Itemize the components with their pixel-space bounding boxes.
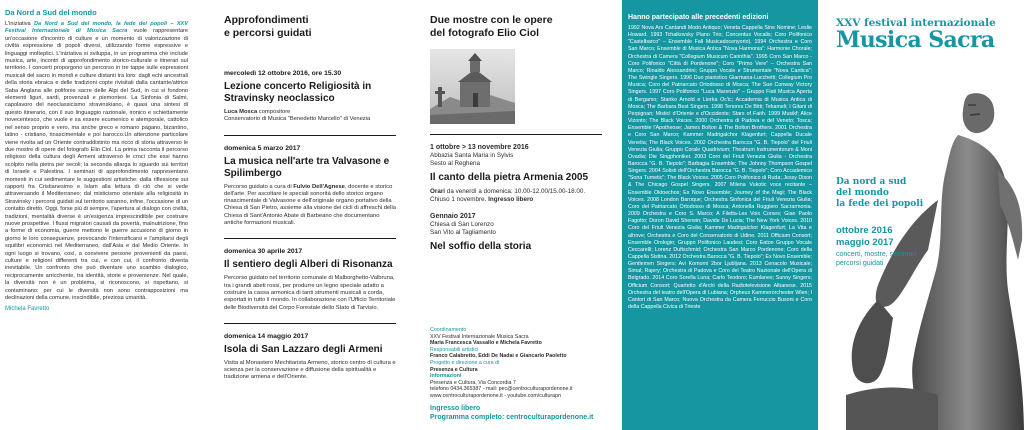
dates-line2: maggio 2017 — [836, 236, 894, 248]
program-label: Programma completo: — [430, 413, 505, 421]
cover-title: Musica Sacra — [836, 27, 995, 53]
credits-block — [430, 327, 602, 422]
armenian-church-image — [430, 49, 515, 124]
org-name: Presenza e Cultura — [430, 366, 478, 373]
event-title: Isola di San Lazzaro degli Armeni — [224, 343, 383, 355]
exhibit2-title: Nel soffio della storia — [430, 241, 532, 252]
info-label: Informazioni — [430, 373, 462, 380]
free-entry: Ingresso libero — [430, 404, 481, 412]
event-date: domenica 5 marzo 2017 — [224, 144, 301, 152]
resp-label: Responsabili artistici — [430, 346, 479, 353]
exhibit1-hours — [430, 188, 602, 196]
exhibit2-place2: San Vito al Tagliamento — [430, 229, 496, 236]
cover-dates — [836, 225, 894, 248]
program-line — [430, 413, 602, 422]
intro-emphasis: Da Nord a Sud del mondo, la fede dei popoli – XXV Festival Internazionale di Musica Sacra — [5, 21, 189, 35]
exhibit2-date: Gennaio 2017 — [430, 213, 476, 220]
exhibit1-closure — [430, 196, 602, 204]
event-item — [224, 248, 396, 311]
event-date: domenica 14 maggio 2017 — [224, 332, 309, 340]
section-title-line2: del fotografo Elio Ciol — [430, 27, 540, 39]
event-item — [224, 145, 396, 228]
event-body: Percorso guidato nel territorio comunale di Malborghetto-Valbruna, tra i grandi abeti rossi, per produrre un legno speciale adatto a costruire la cassa armonica di tanti strumenti musicali a corda, esportati in tutto il mondo. In collaborazione con l'Ufficio Territoriale delle Biodiversità del Corpo Forestale dello Stato di Tarvisio. — [224, 275, 396, 311]
intro-text — [5, 21, 188, 302]
section-title-events — [224, 14, 396, 40]
coord-label: Coordinamento — [430, 327, 467, 333]
event-title: Il sentiero degli Alberi di Risonanza — [224, 259, 393, 271]
event-body-bold: Fulvio Dell'Agnese — [293, 183, 345, 190]
exhibit1-place1: Abbazia Santa Maria in Sylvis — [430, 152, 514, 159]
section-title-line1: Due mostre con le opere — [430, 14, 553, 26]
info-address: Presenza e Cultura, Via Concordia 7 — [430, 379, 516, 386]
intro-prefix: L'iniziativa — [5, 21, 34, 27]
event-body — [224, 184, 396, 228]
exhibit1-dates: 1 ottobre > 13 novembre 2016 — [430, 144, 529, 151]
credits — [430, 327, 602, 400]
info-contact: telefono 0434.365387 - mail: pec@centroculturapordenone.it — [430, 386, 573, 393]
exhibit1-closure-pre: Chiuso 1 novembre. — [430, 196, 489, 203]
intro-body: vuole rappresentare un'occasione d'incontro di culture e un momento di valorizzazione di civiltà espressione di popoli diversi, utilizzando forme espressive e linguaggi molteplici. L'iniziativa si sviluppa, in un programma che include musica, arte, incontri di approfondimento storico-culturale e itinerari sul territorio. I concerti proporgono un percorso in tre tappe sulle espressioni musicali del sacro in mondi e culture distanti tra loro: dagli echi ancestrali della storia ebraica e delle tradizioni copte rivisitati dalla cantante/attrice Saba Anglana alle polifonie sacre delle Alpi del Sud, in cui si fondono elementi liguri, sardi, provenzali e piemontesi. La Sinfonia di Salmi, capolavoro del neoclassicismo stravinskiano, è quasi una sintesi di questo itinerario, con il suo linguaggio razionale, ironico e schiettamente novecentesco, che vuole e sa essere ecumenico e atemporale, cattolico nel senso proprio e vero, ma anche greco e romano pagano, bizantino, latino - cristiano, rinascimentale e poi barocco.Un attenzione particolare viene rivolta ad un Oriente contraddistinto ma ricco di storia attraverso le due mostre di opere del fotografo Elio Ciol. La prima racconta il percorso religioso della cultura degli Armeni attraverso le croci che essi hanno scolpito nella pietra per secoli; la seconda allarga lo sguardo sui territori di Israele e Palestina. I seminari di approfondimento rappresentano momenti in cui sedimentare le suggestioni artistiche: dalla riflessione sui rapporti fra Cristianesimo e Islam alla lettura di ciò che si vede attraversando il Mediterraneo; dal misticismo orientale alla religiosità in Stravinsky i percorsi guidati sul territorio saranno, infine, l'occasione di un contatto diretto. Oggi, forse più di sempre, l'apertura al dialogo con civiltà, tradizioni, mentalità diverse è un'esigenza imprescindibile per costruire nuove prospettive. I flussi migratori causati da povertà, malnutrizione, fino a forme di economia, guerre mettono le guerre accusiono di giorno in giorno le loro conseguenze, provocando l'intensificarsi e l'ampliarsi degli squilibri economici nel Mediterraneo, dall'Asia e dal Medio Oriente. In ogni luogo si trovano, così, a convivere persone provenienti da paesi, culture e religioni differenti tra cui, e con cui, il confronto diventa inevitabile. Un confronto che può diventare uno scambio dialogico, reciprocamente arricchente, tra identità, storie e provenienze. Nel quale, la diversità non è un problema, si riconoscono, si rispettano, si contaminano: per cui le diversità non sono contrapposizioni ma declinazioni della comune, inscindibile, preziosa umanità. — [5, 28, 188, 302]
events-panel — [224, 8, 396, 393]
event-date: domenica 30 aprile 2017 — [224, 248, 303, 256]
divider — [224, 135, 396, 136]
sub-line1: concerti, mostre, seminari — [836, 251, 917, 258]
event-item — [224, 70, 396, 124]
event-body-pre: Percorso guidato a cura di — [224, 183, 294, 190]
event-item — [224, 333, 396, 382]
resp-names: Franco Calabretto, Eddi De Nadai e Giancarlo Paoletto — [430, 353, 567, 360]
org-label: Progetto e direzione a cura di — [430, 359, 500, 366]
section-title-line1: Approfondimenti — [224, 14, 309, 26]
intro-panel — [5, 8, 188, 312]
divider — [430, 134, 602, 135]
past-editions-panel — [622, 0, 818, 430]
past-editions-heading: Hanno partecipato alle precedenti edizioni — [628, 14, 769, 21]
exhibit1-place2: Sesto al Reghena — [430, 160, 481, 167]
dates-line1: ottobre 2016 — [836, 225, 893, 236]
tagline-line1: Da nord a sud — [836, 177, 907, 187]
past-editions-list: 1992 Nova Ars Cantandi Modo Antiquo; Veneta Cappella Sine Nomine; Leslie Howard. 1993 Tchaikovsky Piano Trio; Concentus Vocalis; Coro Polifonico "Castelbarco" – Ensemble Fall Musicadocenyorio). 1994 Orchestra e Coro San Marco; Ensemble di Musica Antica "Nova Harmonia"; Harmonie Chorale; Orchestra di Camera "Collegium Musicum Carinthia". 1995 Coro San Marco - Coro Polifonico "Città di Pordenone"; Coro "Primo Vere" – Orchestra San Marco; Rinaldo Alessandrini; Gruppo Vocale e Strumentale "Nova Cantica"; The Swingle Singers. 1996 Duo pianistico Giarmana-Lucchetti; Collegium Pro Musica; Coro del Patriarcato Ortodosso di Mosca; The Sue Conway Victory Singers. 1997 Coro Polifonico "Luca Marenzio" – Gruppo Fiati Musica Aperta di Bergamo; Stanko Arnold e Lierka Oc'ic; Accademia di Musica Antica di Mosca; The Barbara Best Singers. 1998 Tenores De Bitti; Tekameli; I Gitani di Perpignan; Misticì d'Oriente e d'Occidente; Stars of Faith. 1999 Musikf; Alice Vizonto; The Black Voices. 2000 Orchestra di Padova e del Veneto; Tosca; Ensemble l'Apotheose; James Bolton & The Bolton Brothers. 2001 Orchestra e Coro San Marco; Kammer Madrigalchor Klagenfurt; Cappella Ducale Venetia; The Black Voices. 2002 Orchestra Barocca "G. B. Tiepolo" del Friuli Venezia Giulia; Gruppo Corale Quadrivium; Theatrum Instrumentorum & Moni Ovadia; Die Singphoniker. 2003 Coro del Friuli Venezia Giulia - Orchestra Barocca "G. B. Tiepolo"; Barbagia Ensemble; The Johnny Thompson Gospel Singers. 2004 Solisti dell'Orchestra Barocca "G. B. Tiepolo"; Coro Accademico "Sona Tumetic"; The Black Voices. 2005 Coro Polifonico di Ruda; Jessy Dixon & The Chicago Gospel Singers. 2007 Milena Vukotic voce recitante – Ensemble Oktoechos; Ex Novo Ensemble; Journey of the Magi; The Black Voices. 2008 London Baroque; Orchestra Sinfonica del Friuli Venezia Giulia; Coro del Patriarcato Ortodosso di Mosca; Antonella Ruggiero Sacrarmonia. 2009 Orchestra e Coro S. Marco; A Filetta-Les Voix Corses; Gian Paolo Fagotto; Doron David Sherwin; Davide De Lucia; The New York Voices. 2010 Coro del Friuli Venezia Giulia; Kammer Madrigalchor Klagenfurt; La Vita e altrove; Orchestra e Coro del Conservatorio di Udine. 2011 Officium Consort; Ensemble Orologio; Gruppo Polifonico Laudesi; Coro Eaton Gruppo Vocale Ceccarelli; Lorenz Duftschmid; Orchestra San Marco Pordenone; Coro della Cappella Sistina. 2012 Orchestra Barocca "G. B. Tiepolo"; Ex Novo Ensemble; Gentlemen Singers; Avi Komorni 2bor Ljubljana. 2013 Cenacolo Musicale; Simal; Rajery; Orchestra di Padova e Coro del Teatro Nazionale dell'Opera di Belgrado. 2014 Coro Sorella Luna; Carlo Teodoro; Eumlanes; Sunny Singers; Officium Consort; Quartetto d'Archi della Radiotelevisione Albanese. 2015 Orchestra del teatro dell'Opera di Lubiana; Orpheus Kammerorchester Wien; I Cantori di San Marco; Nuova Orchestra da Camera Ferruccio Busoni e Coro della Cappella Civica di Trieste — [628, 25, 812, 311]
cover-subtitle — [836, 251, 916, 268]
section-title-exhibitions — [430, 14, 602, 40]
exhibit1 — [430, 172, 602, 184]
section-title-line2: e percorsi guidati — [224, 27, 312, 39]
event-body-post: , docente e storico dell'arte. Per ascoltare le speciali sonorità dello storico organo rinascimentale di Valvasone e dell'originale organo portativo della Chiesa di San Pietro, assieme alla visione dei cicli di affreschi della Chiesa di Sant'Antonio Abate di Barbeano che documentano antiche formazioni musicali. — [224, 183, 396, 227]
info-web: www.centroculturapordenone.it - youtube.com/culturapn — [430, 392, 562, 399]
event-title: Lezione concerto Religiosità in Stravinsky neoclassico — [224, 81, 372, 104]
event-title: La musica nell'arte tra Valvasone e Spilimbergo — [224, 155, 390, 179]
exhibit2 — [430, 241, 602, 253]
cover-panel — [818, 0, 1024, 430]
divider — [224, 238, 396, 239]
event-body-post: compositore Conservatorio di Musica "Benedetto Marcello" di Venezia — [224, 109, 371, 123]
exhibit1-hours-label: Orari — [430, 188, 446, 195]
festival-label: XXV festival internazionale — [836, 17, 996, 29]
event-date: mercoledì 12 ottobre 2016, ore 15.30 — [224, 70, 342, 77]
event-body: Visita al Monastero Mechitarista Armeno, storico centro di cultura e scienza per la conservazione e diffusione della spiritualità e tradizione armena e dell'Oriente. — [224, 359, 396, 381]
tagline-line3: la fede dei popoli — [836, 199, 924, 209]
exhibit2-place1: Chiesa di San Lorenzo — [430, 221, 494, 228]
event-body — [224, 109, 396, 124]
exhibit1-hours-value: da venerdì a domenica: 10.00-12.00/15.00-18.00. — [445, 188, 586, 195]
intro-heading: Da Nord a Sud del mondo — [5, 8, 97, 17]
cover-tagline — [836, 177, 923, 210]
sub-line2: percorsi guidati — [836, 259, 884, 267]
tagline-line2: del mondo — [836, 188, 889, 198]
exhibitions-panel — [430, 8, 602, 421]
exhibit1-closure-bold: Ingresso libero — [488, 196, 534, 203]
statue-illustration — [818, 0, 1024, 430]
church-photo — [430, 49, 515, 124]
signature: Michela Favretto — [5, 306, 50, 313]
program-url: centroculturapordenone.it — [504, 413, 594, 421]
divider — [224, 323, 396, 324]
event-body-bold: Luca Mosca — [224, 109, 258, 115]
exhibit1-title: Il canto della pietra Armenia 2005 — [430, 172, 589, 183]
coord-names: Maria Francesca Vassallo e Michela Favretto — [430, 340, 542, 347]
coord-value: XXV Festival Internazionale Musica Sacra — [430, 333, 529, 340]
